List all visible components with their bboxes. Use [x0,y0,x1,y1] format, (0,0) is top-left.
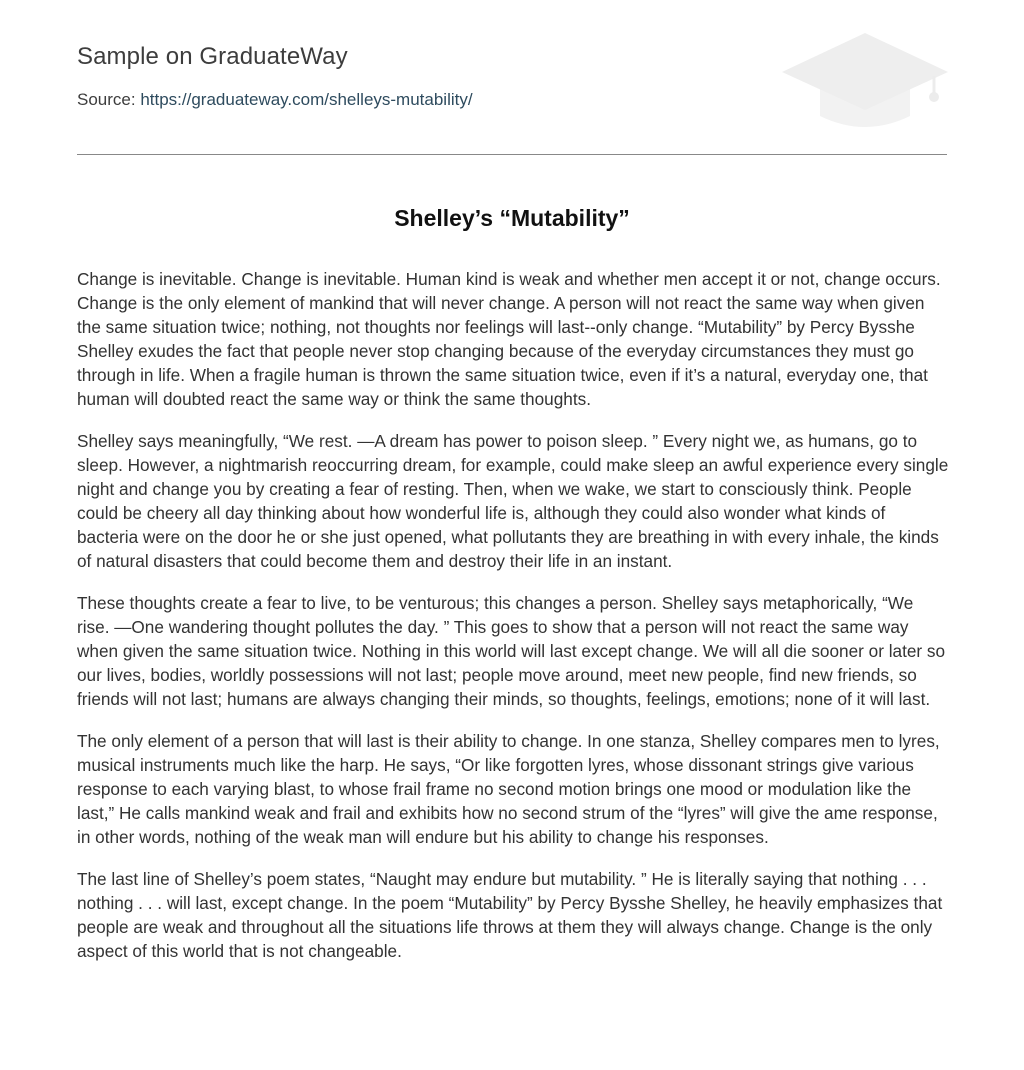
article-paragraph: Change is inevitable. Change is inevitable. Human kind is weak and whether men accept it or not, change occurs. Change is the only element of mankind that will never change. A person will not react the same way when given the same situation twice; nothing, not thoughts nor feelings will last--only change. “Mutability” by Percy Bysshe Shelley exudes the fact that people never stop changing because of the everyday circumstances they must go through in life. When a fragile human is thrown the same situation twice, even if it’s a natural, everyday one, that human will doubted react the same way or think the same thoughts. [77,269,941,409]
article-paragraph: Shelley says meaningfully, “We rest. —A dream has power to poison sleep. ” Every night we, as humans, go to sleep. However, a nightmarish reoccurring dream, for example, could make sleep an awful experience every single night and change you by creating a fear of resting. Then, when we wake, we start to consciously think. People could be cheery all day thinking about how wonderful life is, although they could also wonder what kinds of bacteria were on the door he or she just opened, what pollutants they are breathing in with every inhale, the kinds of natural disasters that could become them and destroy their life in an instant. [77,431,949,571]
article-paragraph: The only element of a person that will last is their ability to change. In one stanza, Shelley compares men to lyres, musical instruments much like the harp. He says, “Or like forgotten lyres, whose dissonant strings give various response to each varying blast, to whose frail frame no second motion brings one mood or modulation like the last,” He calls mankind weak and frail and exhibits how no second strum of the “lyres” will give the ame response, in other words, nothing of the weak man will endure but his ability to change his responses. [77,731,940,847]
source-link[interactable]: https://graduateway.com/shelleys-mutability/ [140,90,473,109]
article-paragraph: The last line of Shelley’s poem states, “Naught may endure but mutability. ” He is literally saying that nothing . . . nothing . . . will last, except change. In the poem “Mutability” by Percy Bysshe Shelley, he heavily emphasizes that people are weak and throughout all the situations life throws at them they will always change. Change is the only aspect of this world that is not changeable. [77,869,943,961]
article-paragraph: These thoughts create a fear to live, to be venturous; this changes a person. Shelley says metaphorically, “We rise. —One wandering thought pollutes the day. ” This goes to show that a person will not react the same way when given the same situation twice. Nothing in this world will last except change. We will all die sooner or later so our lives, bodies, worldly possessions will not last; people move around, meet new people, find new friends, so friends will not last; humans are always changing their minds, so thoughts, feelings, emotions; none of it will last. [77,593,946,709]
article-title: Shelley’s “Mutability” [394,205,630,231]
source-line [77,90,473,110]
article-body [77,267,949,981]
header-divider [77,154,947,155]
page-header [77,0,947,156]
source-label: Source: [77,90,141,109]
graduation-cap-icon [782,30,948,134]
site-title: Sample on GraduateWay [77,43,348,70]
